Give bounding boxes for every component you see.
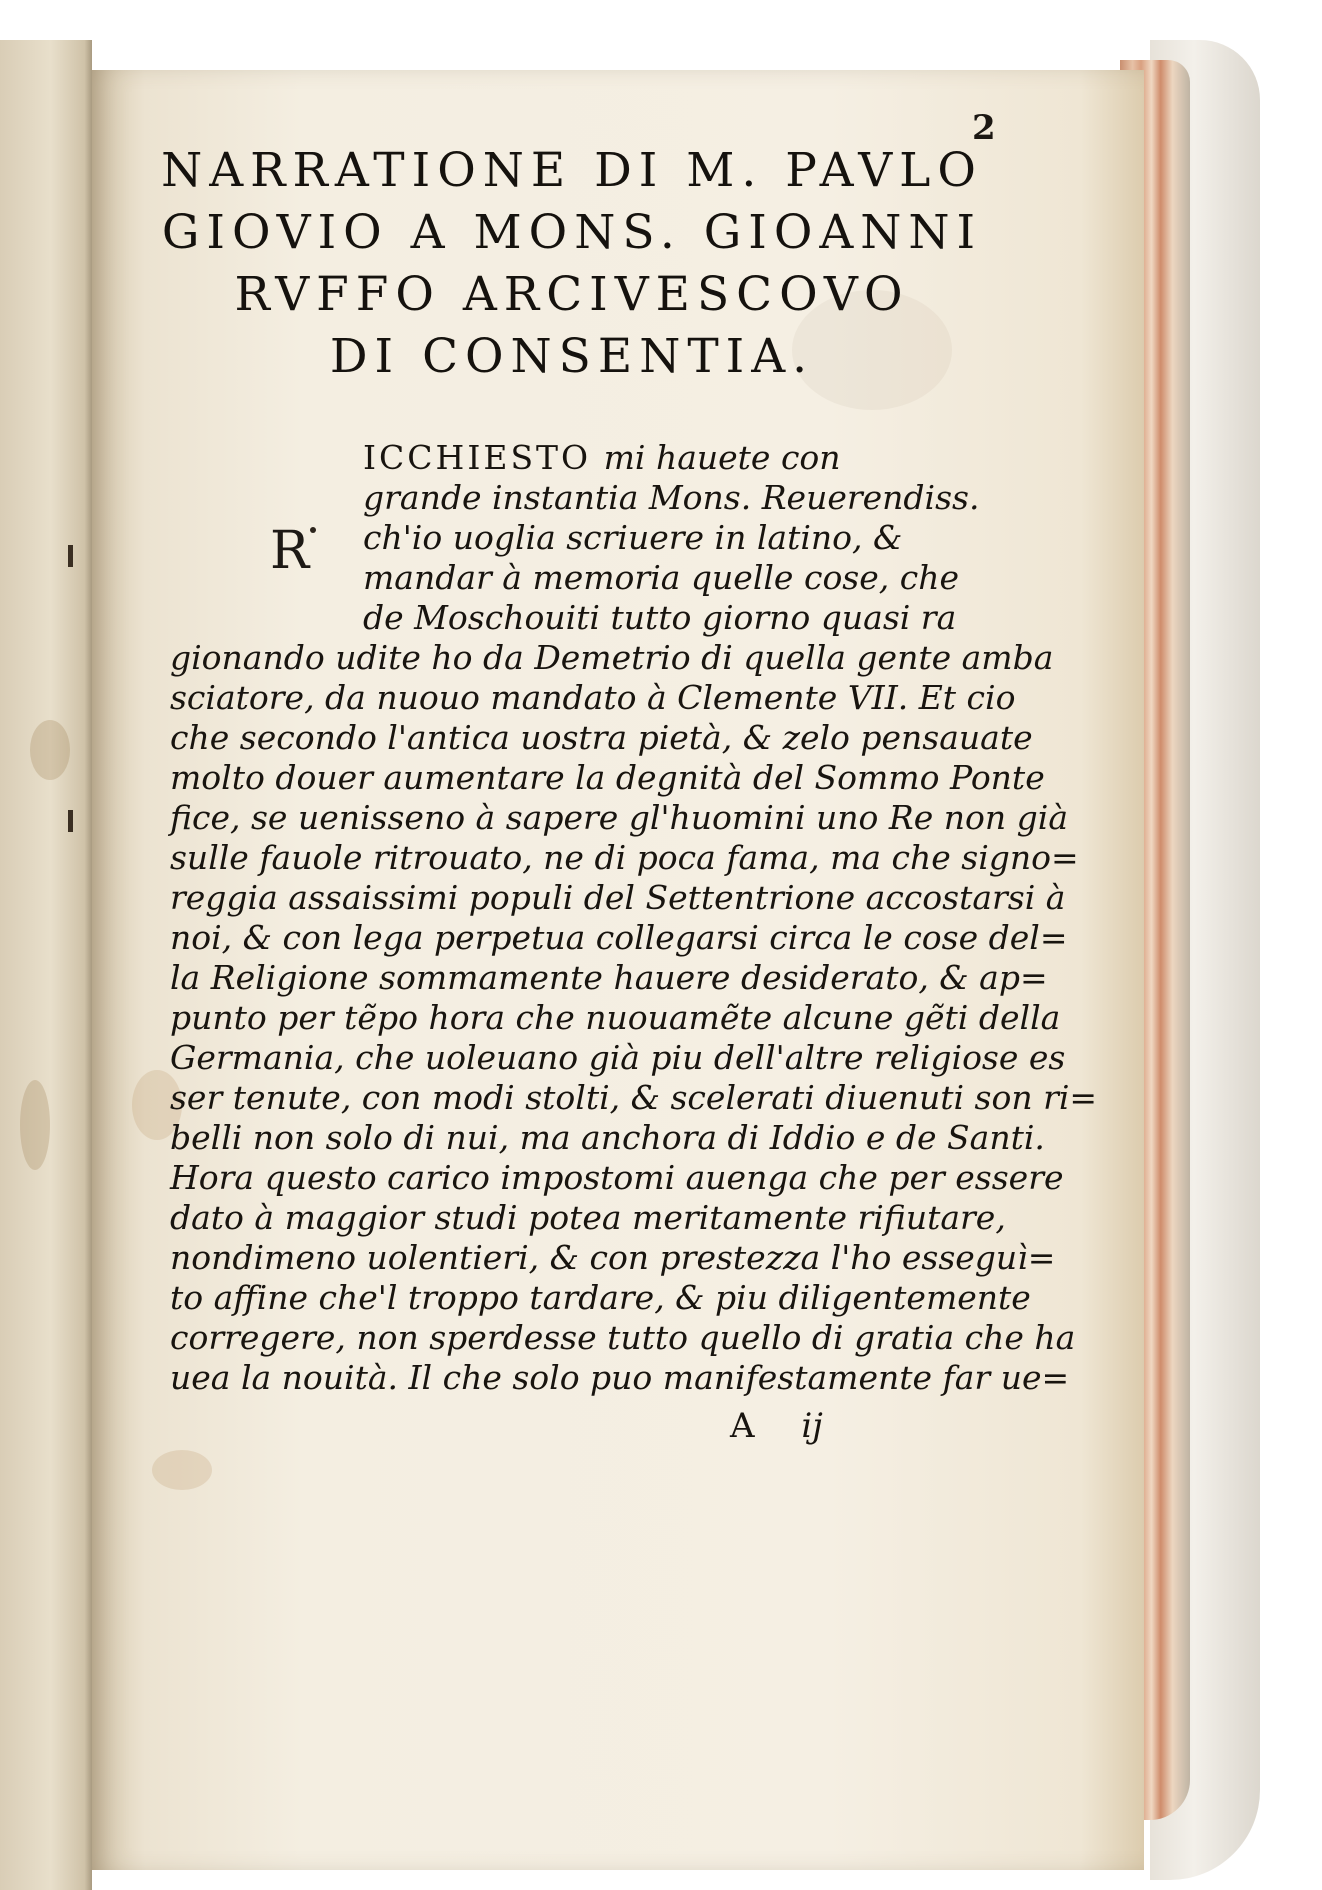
page-number: 2 xyxy=(972,108,996,148)
text-line: sulle fauole ritrouato, ne di poca fama, ma che signo= xyxy=(170,838,1079,877)
heading-line: GIOVIO A MONS. GIOANNI xyxy=(161,205,983,260)
book-page xyxy=(92,70,1144,1870)
text-line: Germania, che uoleuano già piu dell'altre religiose es xyxy=(170,1038,1066,1077)
text-line: dato à maggior studi potea meritamente rifiutare, xyxy=(170,1198,1006,1237)
binding-mark xyxy=(68,545,73,567)
text-line: belli non solo di nui, ma anchora di Iddio e de Santi. xyxy=(170,1118,1045,1157)
text-line: nondimeno uolentieri, & con prestezza l'ho esseguì= xyxy=(170,1238,1056,1277)
left-facing-page xyxy=(0,40,92,1890)
first-line-rest: mi hauete con xyxy=(603,438,841,477)
text-line: sciatore, da nuouo mandato à Clemente VII. Et cio xyxy=(170,678,1016,717)
text-line: la Religione sommamente hauere desiderato, & ap= xyxy=(170,958,1048,997)
printer-mark xyxy=(310,527,316,533)
text-line: punto per tẽpo hora che nuouamẽte alcune gẽti della xyxy=(170,998,1061,1037)
signature-number: ij xyxy=(801,1406,823,1446)
signature-letter: A xyxy=(730,1406,755,1446)
heading-line: NARRATIONE DI M. PAVLO xyxy=(161,143,983,198)
text-line: gionando udite ho da Demetrio di quella gente amba xyxy=(170,638,1054,677)
text-line-first xyxy=(363,438,841,478)
text-line: uea la nouità. Il che solo puo manifestamente far ue= xyxy=(170,1358,1070,1397)
binding-mark xyxy=(68,810,73,832)
text-line: reggia assaissimi populi del Settentrione accostarsi à xyxy=(170,878,1066,917)
text-line: mandar à memoria quelle cose, che xyxy=(363,558,960,597)
text-line: ser tenute, con modi stolti, & scelerati diuenuti son ri= xyxy=(170,1078,1098,1117)
text-line: che secondo l'antica uostra pietà, & zelo pensauate xyxy=(170,718,1033,757)
signature-mark xyxy=(730,1406,823,1446)
text-line: de Moschouiti tutto giorno quasi ra xyxy=(363,598,957,637)
text-line: Hora questo carico impostomi auenga che per essere xyxy=(170,1158,1064,1197)
heading-line: RVFFO ARCIVESCOVO xyxy=(234,267,910,322)
text-line: corregere, non sperdesse tutto quello di gratia che ha xyxy=(170,1318,1076,1357)
text-line: ch'io uoglia scriuere in latino, & xyxy=(363,518,903,557)
first-word-caps: ICCHIESTO xyxy=(363,438,592,477)
heading-line: DI CONSENTIA. xyxy=(329,329,815,384)
text-line: fice, se uenisseno à sapere gl'huomini uno Re non già xyxy=(170,798,1068,837)
drop-cap: R xyxy=(270,521,310,581)
text-line: molto douer aumentare la degnità del Sommo Ponte xyxy=(170,758,1045,797)
text-line: noi, & con lega perpetua collegarsi circa le cose del= xyxy=(170,918,1068,957)
chapter-heading xyxy=(132,140,1012,388)
text-line: grande instantia Mons. Reuerendiss. xyxy=(363,478,980,517)
text-line: to affine che'l troppo tardare, & piu diligentemente xyxy=(170,1278,1031,1317)
